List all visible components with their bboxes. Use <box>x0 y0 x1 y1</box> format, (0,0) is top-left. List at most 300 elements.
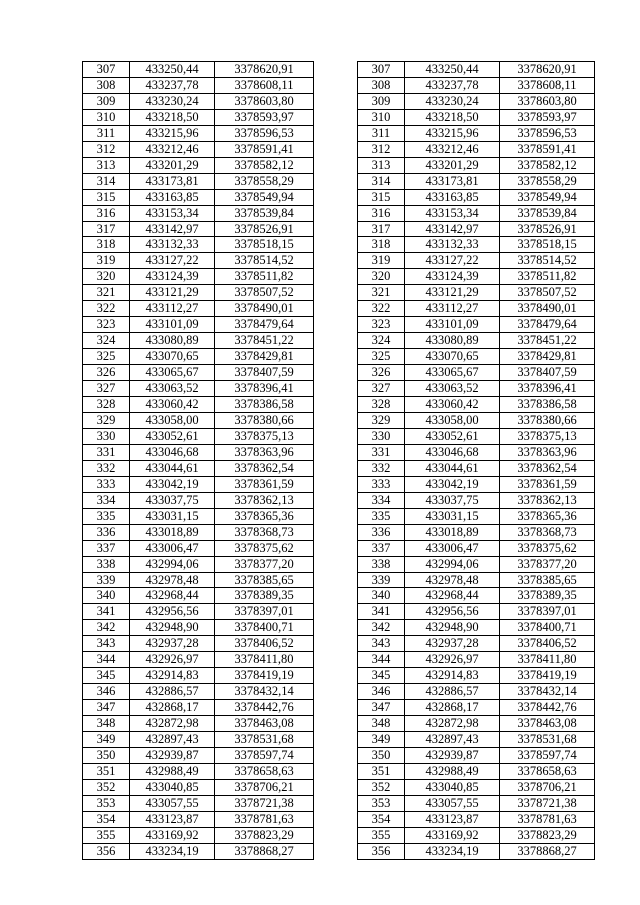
x-coordinate-cell: 433123,87 <box>405 811 500 827</box>
x-coordinate-cell: 433065,67 <box>405 365 500 381</box>
point-number-cell: 336 <box>358 524 405 540</box>
x-coordinate-cell: 433250,44 <box>405 62 500 78</box>
point-number-cell: 335 <box>83 508 130 524</box>
y-coordinate-cell: 3378361,59 <box>500 476 595 492</box>
point-number-cell: 336 <box>83 524 130 540</box>
y-coordinate-cell: 3378396,41 <box>500 381 595 397</box>
x-coordinate-cell: 433142,97 <box>130 221 215 237</box>
y-coordinate-cell: 3378781,63 <box>215 811 314 827</box>
y-coordinate-cell: 3378463,08 <box>215 716 314 732</box>
x-coordinate-cell: 433169,92 <box>405 827 500 843</box>
y-coordinate-cell: 3378582,12 <box>500 157 595 173</box>
y-coordinate-cell: 3378368,73 <box>215 524 314 540</box>
table-row <box>83 524 314 540</box>
y-coordinate-cell: 3378706,21 <box>215 779 314 795</box>
table-row <box>358 125 595 141</box>
y-coordinate-cell: 3378597,74 <box>500 747 595 763</box>
y-coordinate-cell: 3378365,36 <box>500 508 595 524</box>
x-coordinate-cell: 433163,85 <box>405 189 500 205</box>
x-coordinate-cell: 433153,34 <box>130 205 215 221</box>
x-coordinate-cell: 432968,44 <box>130 588 215 604</box>
table-row <box>358 412 595 428</box>
y-coordinate-cell: 3378823,29 <box>500 827 595 843</box>
x-coordinate-cell: 433080,89 <box>130 333 215 349</box>
table-row <box>83 572 314 588</box>
x-coordinate-cell: 433031,15 <box>130 508 215 524</box>
y-coordinate-cell: 3378429,81 <box>215 349 314 365</box>
point-number-cell: 355 <box>83 827 130 843</box>
point-number-cell: 311 <box>83 125 130 141</box>
y-coordinate-cell: 3378490,01 <box>215 301 314 317</box>
point-number-cell: 308 <box>358 77 405 93</box>
point-number-cell: 331 <box>83 444 130 460</box>
y-coordinate-cell: 3378591,41 <box>500 141 595 157</box>
table-row <box>83 668 314 684</box>
y-coordinate-cell: 3378596,53 <box>500 125 595 141</box>
table-row <box>83 827 314 843</box>
x-coordinate-cell: 433234,19 <box>130 843 215 859</box>
table-row <box>83 397 314 413</box>
x-coordinate-cell: 432914,83 <box>405 668 500 684</box>
y-coordinate-cell: 3378451,22 <box>500 333 595 349</box>
x-coordinate-cell: 433153,34 <box>405 205 500 221</box>
y-coordinate-cell: 3378603,80 <box>500 93 595 109</box>
point-number-cell: 320 <box>83 269 130 285</box>
point-number-cell: 324 <box>83 333 130 349</box>
x-coordinate-cell: 433215,96 <box>130 125 215 141</box>
point-number-cell: 323 <box>83 317 130 333</box>
x-coordinate-cell: 432948,90 <box>405 620 500 636</box>
y-coordinate-cell: 3378375,13 <box>215 428 314 444</box>
table-row <box>358 381 595 397</box>
table-row <box>83 843 314 859</box>
y-coordinate-cell: 3378419,19 <box>215 668 314 684</box>
point-number-cell: 346 <box>358 684 405 700</box>
y-coordinate-cell: 3378558,29 <box>215 173 314 189</box>
x-coordinate-cell: 433212,46 <box>130 141 215 157</box>
table-row <box>358 843 595 859</box>
point-number-cell: 333 <box>83 476 130 492</box>
x-coordinate-cell: 433237,78 <box>130 77 215 93</box>
x-coordinate-cell: 432872,98 <box>405 716 500 732</box>
table-row <box>358 269 595 285</box>
point-number-cell: 331 <box>358 444 405 460</box>
y-coordinate-cell: 3378596,53 <box>215 125 314 141</box>
x-coordinate-cell: 433132,33 <box>130 237 215 253</box>
point-number-cell: 312 <box>83 141 130 157</box>
point-number-cell: 313 <box>83 157 130 173</box>
y-coordinate-cell: 3378442,76 <box>215 700 314 716</box>
table-row <box>358 588 595 604</box>
table-row <box>358 508 595 524</box>
y-coordinate-cell: 3378511,82 <box>500 269 595 285</box>
point-number-cell: 343 <box>358 636 405 652</box>
point-number-cell: 321 <box>83 285 130 301</box>
x-coordinate-cell: 432868,17 <box>130 700 215 716</box>
table-row <box>83 381 314 397</box>
x-coordinate-cell: 433018,89 <box>130 524 215 540</box>
point-number-cell: 329 <box>83 412 130 428</box>
table-row <box>358 173 595 189</box>
x-coordinate-cell: 433112,27 <box>405 301 500 317</box>
point-number-cell: 317 <box>358 221 405 237</box>
y-coordinate-cell: 3378781,63 <box>500 811 595 827</box>
y-coordinate-cell: 3378591,41 <box>215 141 314 157</box>
table-row <box>83 684 314 700</box>
y-coordinate-cell: 3378368,73 <box>500 524 595 540</box>
y-coordinate-cell: 3378451,22 <box>215 333 314 349</box>
coordinates-table-left <box>82 61 314 860</box>
x-coordinate-cell: 433065,67 <box>130 365 215 381</box>
table-row <box>83 476 314 492</box>
point-number-cell: 346 <box>83 684 130 700</box>
y-coordinate-cell: 3378365,36 <box>215 508 314 524</box>
table-row <box>358 317 595 333</box>
point-number-cell: 332 <box>83 460 130 476</box>
x-coordinate-cell: 433112,27 <box>130 301 215 317</box>
point-number-cell: 350 <box>83 747 130 763</box>
point-number-cell: 310 <box>358 109 405 125</box>
point-number-cell: 326 <box>358 365 405 381</box>
point-number-cell: 309 <box>83 93 130 109</box>
table-row <box>358 620 595 636</box>
y-coordinate-cell: 3378593,97 <box>500 109 595 125</box>
y-coordinate-cell: 3378377,20 <box>500 556 595 572</box>
y-coordinate-cell: 3378526,91 <box>215 221 314 237</box>
y-coordinate-cell: 3378479,64 <box>215 317 314 333</box>
y-coordinate-cell: 3378429,81 <box>500 349 595 365</box>
y-coordinate-cell: 3378385,65 <box>215 572 314 588</box>
x-coordinate-cell: 433063,52 <box>130 381 215 397</box>
table-row <box>358 652 595 668</box>
y-coordinate-cell: 3378389,35 <box>500 588 595 604</box>
x-coordinate-cell: 433127,22 <box>130 253 215 269</box>
table-row <box>358 779 595 795</box>
table-row <box>358 827 595 843</box>
point-number-cell: 332 <box>358 460 405 476</box>
point-number-cell: 345 <box>358 668 405 684</box>
table-row <box>358 301 595 317</box>
point-number-cell: 313 <box>358 157 405 173</box>
point-number-cell: 314 <box>358 173 405 189</box>
table-row <box>83 125 314 141</box>
x-coordinate-cell: 432926,97 <box>130 652 215 668</box>
point-number-cell: 356 <box>83 843 130 859</box>
table-row <box>83 173 314 189</box>
point-number-cell: 348 <box>83 716 130 732</box>
point-number-cell: 352 <box>83 779 130 795</box>
table-row <box>358 604 595 620</box>
y-coordinate-cell: 3378363,96 <box>215 444 314 460</box>
x-coordinate-cell: 433040,85 <box>130 779 215 795</box>
x-coordinate-cell: 432994,06 <box>130 556 215 572</box>
table-row <box>83 747 314 763</box>
point-number-cell: 330 <box>83 428 130 444</box>
table-row <box>358 93 595 109</box>
point-number-cell: 333 <box>358 476 405 492</box>
y-coordinate-cell: 3378479,64 <box>500 317 595 333</box>
table-row <box>83 157 314 173</box>
point-number-cell: 349 <box>358 732 405 748</box>
x-coordinate-cell: 433031,15 <box>405 508 500 524</box>
x-coordinate-cell: 432897,43 <box>405 732 500 748</box>
x-coordinate-cell: 433044,61 <box>130 460 215 476</box>
x-coordinate-cell: 433230,24 <box>405 93 500 109</box>
y-coordinate-cell: 3378419,19 <box>500 668 595 684</box>
point-number-cell: 328 <box>358 397 405 413</box>
y-coordinate-cell: 3378411,80 <box>500 652 595 668</box>
table-row <box>358 763 595 779</box>
y-coordinate-cell: 3378380,66 <box>215 412 314 428</box>
x-coordinate-cell: 433052,61 <box>405 428 500 444</box>
table-row <box>358 397 595 413</box>
table-row <box>83 460 314 476</box>
table-row <box>358 444 595 460</box>
table-row <box>358 157 595 173</box>
table-row <box>83 412 314 428</box>
table-row <box>358 428 595 444</box>
x-coordinate-cell: 433215,96 <box>405 125 500 141</box>
table-row <box>358 556 595 572</box>
x-coordinate-cell: 433201,29 <box>130 157 215 173</box>
y-coordinate-cell: 3378549,94 <box>500 189 595 205</box>
point-number-cell: 326 <box>83 365 130 381</box>
table-row <box>83 253 314 269</box>
y-coordinate-cell: 3378362,13 <box>215 492 314 508</box>
table-row <box>83 556 314 572</box>
x-coordinate-cell: 433142,97 <box>405 221 500 237</box>
x-coordinate-cell: 433132,33 <box>405 237 500 253</box>
y-coordinate-cell: 3378531,68 <box>215 732 314 748</box>
point-number-cell: 338 <box>83 556 130 572</box>
x-coordinate-cell: 433173,81 <box>405 173 500 189</box>
point-number-cell: 308 <box>83 77 130 93</box>
y-coordinate-cell: 3378375,62 <box>215 540 314 556</box>
x-coordinate-cell: 432988,49 <box>130 763 215 779</box>
x-coordinate-cell: 433230,24 <box>130 93 215 109</box>
point-number-cell: 351 <box>83 763 130 779</box>
point-number-cell: 310 <box>83 109 130 125</box>
table-row <box>358 540 595 556</box>
point-number-cell: 312 <box>358 141 405 157</box>
y-coordinate-cell: 3378397,01 <box>215 604 314 620</box>
table-row <box>358 141 595 157</box>
y-coordinate-cell: 3378658,63 <box>500 763 595 779</box>
x-coordinate-cell: 433124,39 <box>130 269 215 285</box>
x-coordinate-cell: 433169,92 <box>130 827 215 843</box>
table-row <box>358 253 595 269</box>
y-coordinate-cell: 3378549,94 <box>215 189 314 205</box>
point-number-cell: 342 <box>83 620 130 636</box>
point-number-cell: 341 <box>83 604 130 620</box>
x-coordinate-cell: 433006,47 <box>130 540 215 556</box>
y-coordinate-cell: 3378432,14 <box>215 684 314 700</box>
point-number-cell: 347 <box>83 700 130 716</box>
y-coordinate-cell: 3378721,38 <box>215 795 314 811</box>
table-row <box>83 716 314 732</box>
table-row <box>358 221 595 237</box>
y-coordinate-cell: 3378608,11 <box>215 77 314 93</box>
point-number-cell: 324 <box>358 333 405 349</box>
y-coordinate-cell: 3378361,59 <box>215 476 314 492</box>
table-row <box>83 62 314 78</box>
point-number-cell: 340 <box>83 588 130 604</box>
point-number-cell: 337 <box>358 540 405 556</box>
point-number-cell: 318 <box>358 237 405 253</box>
table-row <box>83 189 314 205</box>
point-number-cell: 330 <box>358 428 405 444</box>
table-row <box>358 109 595 125</box>
point-number-cell: 342 <box>358 620 405 636</box>
table-row <box>358 349 595 365</box>
point-number-cell: 347 <box>358 700 405 716</box>
y-coordinate-cell: 3378539,84 <box>215 205 314 221</box>
point-number-cell: 353 <box>358 795 405 811</box>
x-coordinate-cell: 433037,75 <box>405 492 500 508</box>
table-row <box>83 269 314 285</box>
point-number-cell: 327 <box>358 381 405 397</box>
point-number-cell: 353 <box>83 795 130 811</box>
x-coordinate-cell: 433127,22 <box>405 253 500 269</box>
table-row <box>83 620 314 636</box>
x-coordinate-cell: 433237,78 <box>405 77 500 93</box>
point-number-cell: 319 <box>358 253 405 269</box>
point-number-cell: 351 <box>358 763 405 779</box>
y-coordinate-cell: 3378597,74 <box>215 747 314 763</box>
y-coordinate-cell: 3378608,11 <box>500 77 595 93</box>
table-row <box>358 460 595 476</box>
table-row <box>83 109 314 125</box>
y-coordinate-cell: 3378514,52 <box>500 253 595 269</box>
y-coordinate-cell: 3378514,52 <box>215 253 314 269</box>
x-coordinate-cell: 433234,19 <box>405 843 500 859</box>
table-row <box>358 700 595 716</box>
point-number-cell: 316 <box>83 205 130 221</box>
table-row <box>83 301 314 317</box>
table-row <box>83 221 314 237</box>
table-row <box>358 476 595 492</box>
y-coordinate-cell: 3378531,68 <box>500 732 595 748</box>
x-coordinate-cell: 433070,65 <box>405 349 500 365</box>
point-number-cell: 345 <box>83 668 130 684</box>
y-coordinate-cell: 3378389,35 <box>215 588 314 604</box>
y-coordinate-cell: 3378386,58 <box>215 397 314 413</box>
y-coordinate-cell: 3378558,29 <box>500 173 595 189</box>
y-coordinate-cell: 3378407,59 <box>500 365 595 381</box>
point-number-cell: 354 <box>83 811 130 827</box>
y-coordinate-cell: 3378463,08 <box>500 716 595 732</box>
table-row <box>358 285 595 301</box>
x-coordinate-cell: 432886,57 <box>405 684 500 700</box>
table-row <box>83 141 314 157</box>
x-coordinate-cell: 433123,87 <box>130 811 215 827</box>
x-coordinate-cell: 433163,85 <box>130 189 215 205</box>
x-coordinate-cell: 433218,50 <box>405 109 500 125</box>
table-row <box>358 732 595 748</box>
x-coordinate-cell: 432872,98 <box>130 716 215 732</box>
y-coordinate-cell: 3378490,01 <box>500 301 595 317</box>
y-coordinate-cell: 3378363,96 <box>500 444 595 460</box>
table-row <box>358 684 595 700</box>
x-coordinate-cell: 432868,17 <box>405 700 500 716</box>
y-coordinate-cell: 3378620,91 <box>500 62 595 78</box>
y-coordinate-cell: 3378397,01 <box>500 604 595 620</box>
y-coordinate-cell: 3378706,21 <box>500 779 595 795</box>
point-number-cell: 352 <box>358 779 405 795</box>
y-coordinate-cell: 3378868,27 <box>500 843 595 859</box>
table-row <box>83 285 314 301</box>
point-number-cell: 322 <box>83 301 130 317</box>
x-coordinate-cell: 433018,89 <box>405 524 500 540</box>
y-coordinate-cell: 3378375,13 <box>500 428 595 444</box>
point-number-cell: 344 <box>358 652 405 668</box>
table-row <box>83 508 314 524</box>
x-coordinate-cell: 433121,29 <box>405 285 500 301</box>
y-coordinate-cell: 3378823,29 <box>215 827 314 843</box>
y-coordinate-cell: 3378396,41 <box>215 381 314 397</box>
x-coordinate-cell: 433042,19 <box>130 476 215 492</box>
table-row <box>83 205 314 221</box>
x-coordinate-cell: 433121,29 <box>130 285 215 301</box>
table-row <box>358 333 595 349</box>
point-number-cell: 327 <box>83 381 130 397</box>
y-coordinate-cell: 3378406,52 <box>215 636 314 652</box>
table-row <box>83 365 314 381</box>
y-coordinate-cell: 3378386,58 <box>500 397 595 413</box>
table-row <box>358 668 595 684</box>
x-coordinate-cell: 432939,87 <box>405 747 500 763</box>
table-row <box>83 317 314 333</box>
x-coordinate-cell: 432968,44 <box>405 588 500 604</box>
table-row <box>83 349 314 365</box>
point-number-cell: 350 <box>358 747 405 763</box>
x-coordinate-cell: 433006,47 <box>405 540 500 556</box>
table-row <box>83 779 314 795</box>
table-row <box>83 700 314 716</box>
x-coordinate-cell: 432948,90 <box>130 620 215 636</box>
point-number-cell: 337 <box>83 540 130 556</box>
x-coordinate-cell: 432978,48 <box>130 572 215 588</box>
point-number-cell: 307 <box>83 62 130 78</box>
point-number-cell: 316 <box>358 205 405 221</box>
x-coordinate-cell: 433060,42 <box>130 397 215 413</box>
point-number-cell: 338 <box>358 556 405 572</box>
x-coordinate-cell: 432994,06 <box>405 556 500 572</box>
y-coordinate-cell: 3378380,66 <box>500 412 595 428</box>
point-number-cell: 334 <box>358 492 405 508</box>
table-row <box>83 333 314 349</box>
y-coordinate-cell: 3378442,76 <box>500 700 595 716</box>
x-coordinate-cell: 433101,09 <box>405 317 500 333</box>
x-coordinate-cell: 433063,52 <box>405 381 500 397</box>
x-coordinate-cell: 432926,97 <box>405 652 500 668</box>
y-coordinate-cell: 3378518,15 <box>500 237 595 253</box>
point-number-cell: 348 <box>358 716 405 732</box>
point-number-cell: 328 <box>83 397 130 413</box>
x-coordinate-cell: 433080,89 <box>405 333 500 349</box>
point-number-cell: 329 <box>358 412 405 428</box>
y-coordinate-cell: 3378411,80 <box>215 652 314 668</box>
point-number-cell: 335 <box>358 508 405 524</box>
x-coordinate-cell: 433212,46 <box>405 141 500 157</box>
point-number-cell: 341 <box>358 604 405 620</box>
point-number-cell: 318 <box>83 237 130 253</box>
table-row <box>83 428 314 444</box>
y-coordinate-cell: 3378432,14 <box>500 684 595 700</box>
point-number-cell: 323 <box>358 317 405 333</box>
x-coordinate-cell: 433218,50 <box>130 109 215 125</box>
point-number-cell: 317 <box>83 221 130 237</box>
